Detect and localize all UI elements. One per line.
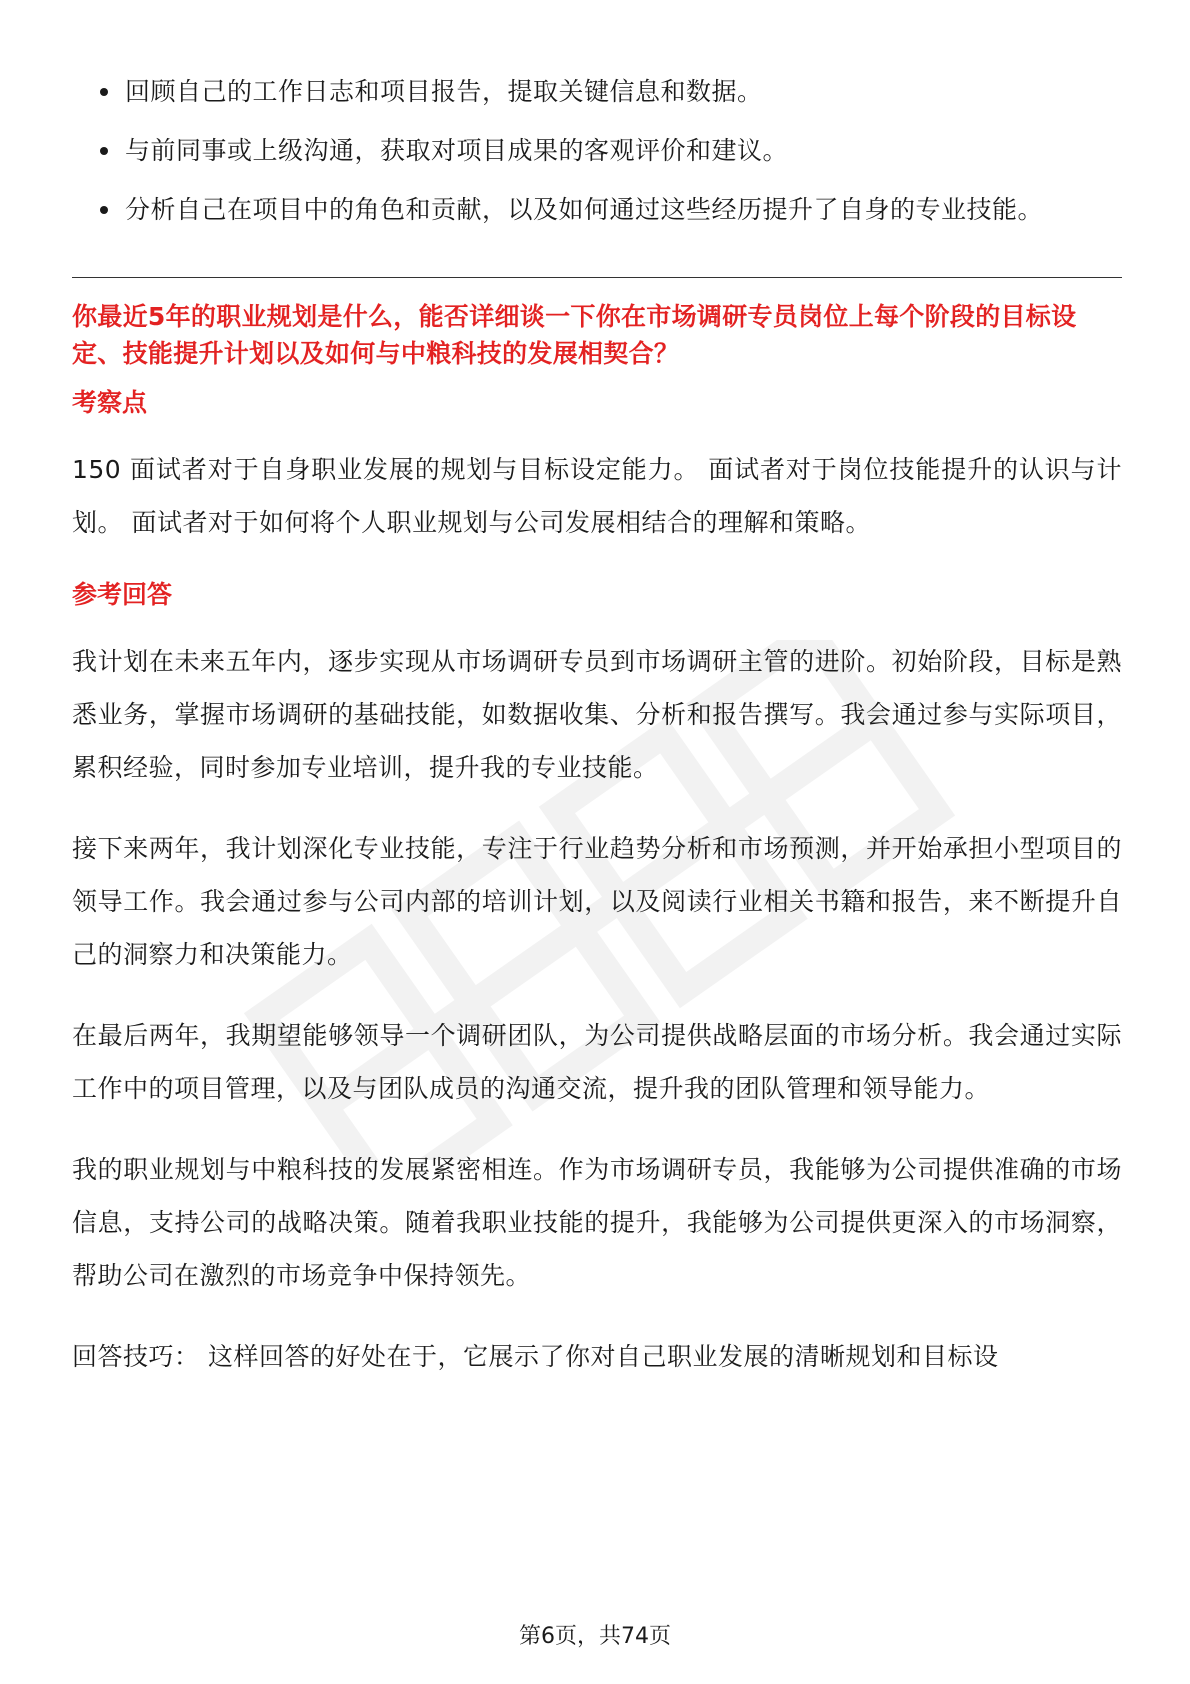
bullet-dot-icon	[100, 88, 108, 96]
list-item: 与前同事或上级沟通，获取对项目成果的客观评价和建议。	[72, 121, 1122, 180]
bullet-dot-icon	[100, 147, 108, 155]
list-item: 分析自己在项目中的角色和贡献，以及如何通过这些经历提升了自身的专业技能。	[72, 180, 1122, 239]
answer-label: 参考回答	[72, 580, 173, 609]
bullet-list	[72, 62, 1122, 239]
focus-label: 考察点	[72, 388, 148, 417]
page-number: 第6页，共74页	[519, 1624, 671, 1649]
bullet-dot-icon	[100, 206, 108, 214]
answer-paragraph: 在最后两年，我期望能够领导一个调研团队，为公司提供战略层面的市场分析。我会通过实际工作中的项目管理，以及与团队成员的沟通交流，提升我的团队管理和领导能力。	[72, 1021, 1122, 1103]
focus-text: 150 面试者对于自身职业发展的规划与目标设定能力。 面试者对于岗位技能提升的认识与计划。 面试者对于如何将个人职业规划与公司发展相结合的理解和策略。	[72, 455, 1122, 537]
answer-paragraph: 我的职业规划与中粮科技的发展紧密相连。作为市场调研专员，我能够为公司提供准确的市场信息，支持公司的战略决策。随着我职业技能的提升，我能够为公司提供更深入的市场洞察，帮助公司在激烈的市场竞争中保持领先。	[72, 1155, 1122, 1290]
question-heading: 你最近5年的职业规划是什么，能否详细谈一下你在市场调研专员岗位上每个阶段的目标设定、技能提升计划以及如何与中粮科技的发展相契合？	[72, 302, 1077, 368]
section-divider	[72, 277, 1122, 278]
answer-paragraph: 接下来两年，我计划深化专业技能，专注于行业趋势分析和市场预测，并开始承担小型项目的领导工作。我会通过参与公司内部的培训计划，以及阅读行业相关书籍和报告，来不断提升自己的洞察力和决策能力。	[72, 834, 1122, 969]
answer-paragraph: 我计划在未来五年内，逐步实现从市场调研专员到市场调研主管的进阶。初始阶段，目标是熟悉业务，掌握市场调研的基础技能，如数据收集、分析和报告撰写。我会通过参与实际项目，累积经验，同时参加专业培训，提升我的专业技能。	[72, 647, 1122, 782]
answer-tip: 回答技巧： 这样回答的好处在于，它展示了你对自己职业发展的清晰规划和目标设	[72, 1342, 999, 1371]
content-area	[72, 62, 1122, 1383]
list-item: 回顾自己的工作日志和项目报告，提取关键信息和数据。	[72, 62, 1122, 121]
